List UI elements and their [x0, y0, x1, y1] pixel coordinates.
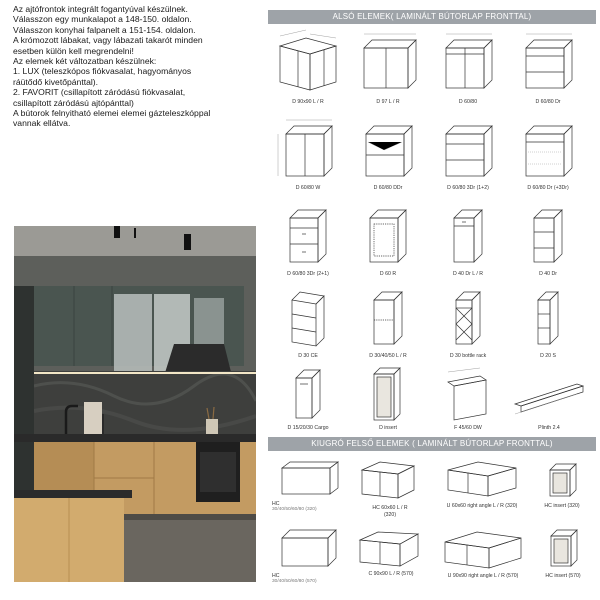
product-label: D 60/80 — [458, 99, 478, 105]
product-label: D insert — [379, 425, 397, 431]
product-upper-item — [436, 456, 528, 509]
product-label: HC insert (320) — [544, 503, 580, 509]
product-label: D 60/80 Dr — [535, 99, 561, 105]
cabinet-drawing — [354, 456, 426, 504]
product-lower-item — [432, 284, 504, 359]
cabinet-drawing — [434, 112, 502, 184]
cabinet-drawing — [354, 26, 422, 98]
product-sublabel: 30/40/50/60/80 (320) — [272, 507, 317, 512]
product-lower-item — [512, 26, 584, 105]
intro-line: Az ajtófrontok integrált fogantyúval készülnek. — [13, 4, 188, 14]
product-lower-item — [272, 26, 344, 105]
intro-line: 2. FAVORIT (csillapított záródású fiókvasalat, — [13, 87, 186, 98]
cabinet-drawing — [514, 112, 582, 184]
product-upper-item — [270, 456, 348, 512]
product-lower-item — [272, 364, 344, 431]
cabinet-drawing — [354, 526, 428, 570]
product-sublabel: (320) — [383, 512, 397, 518]
cabinet-drawing — [274, 364, 342, 424]
product-upper-item — [270, 524, 348, 584]
cabinet-drawing — [354, 364, 422, 424]
intro-line: esetben külön kell megrendelni! — [13, 45, 134, 56]
product-sublabel: 30/40/50/60/80 (570) — [272, 579, 317, 584]
cabinet-drawing — [541, 524, 585, 572]
intro-line: vannak ellátva. — [13, 118, 71, 129]
product-lower-item — [432, 26, 504, 105]
cabinet-drawing — [438, 456, 526, 502]
product-label: U 90x90 right angle L / R (570) — [447, 573, 519, 579]
cabinet-drawing — [274, 26, 342, 98]
product-upper-item — [532, 524, 594, 579]
product-lower-item — [512, 112, 584, 191]
intro-line: ráütődő kivetőpánttal). — [13, 76, 99, 87]
intro-line: Az elemek két változatban készülnek: — [13, 56, 157, 67]
cabinet-drawing — [514, 284, 582, 352]
product-label: D 60 R — [379, 271, 397, 277]
product-lower-item — [272, 200, 344, 277]
product-label: D 60/80 Dr (+3Dr) — [527, 185, 569, 191]
product-label: Plinth 2.4 — [538, 425, 560, 431]
cabinet-drawing — [274, 112, 342, 184]
product-upper-item — [352, 456, 428, 518]
product-lower-item — [352, 200, 424, 277]
product-label: D 30/40/50 L / R — [369, 353, 407, 359]
product-label: D 60/80 W — [295, 185, 321, 191]
product-upper-item — [532, 458, 592, 509]
cabinet-drawing — [514, 200, 582, 270]
product-label: HC 60x60 L / R — [372, 505, 408, 511]
product-label: D 60/80 3Dr (2+1) — [287, 271, 329, 277]
product-label: D 40 Dr — [539, 271, 557, 277]
product-lower-item — [432, 112, 504, 191]
cabinet-drawing — [274, 200, 342, 270]
product-lower-item — [432, 364, 504, 431]
cabinet-drawing — [272, 456, 346, 500]
cabinet-drawing — [434, 26, 502, 98]
intro-line: A bútorok felnyitható elemei elemei gázteleszkóppal — [13, 108, 211, 119]
product-lower-item — [432, 200, 504, 277]
intro-line: A krómozott lábakat, vagy lábazati takarót minden — [13, 35, 203, 46]
product-label: D 30 CE — [298, 353, 318, 359]
product-upper-item — [434, 524, 532, 579]
product-label: D 40 Dr L / R — [452, 271, 484, 277]
product-label: HC — [272, 573, 280, 579]
product-lower-item — [352, 284, 424, 359]
intro-line: Válasszon konyhai falpanelt a 151-154. oldalon. — [13, 24, 196, 35]
product-upper-item — [352, 526, 430, 577]
product-label: D 20 S — [540, 353, 556, 359]
product-label: C 90x90 L / R (570) — [368, 571, 414, 577]
product-lower-item — [508, 370, 590, 431]
product-label: D 90x90 L / R — [292, 99, 324, 105]
product-label: D 15/20/30 Cargo — [287, 425, 329, 431]
product-lower-item — [352, 112, 424, 191]
product-lower-item — [352, 364, 424, 431]
product-label: HC insert (570) — [545, 573, 581, 579]
cabinet-drawing — [437, 524, 529, 572]
cabinet-drawing — [514, 26, 582, 98]
intro-line: csillapított záródású ajtópánttal) — [13, 97, 134, 108]
cabinet-drawing — [540, 458, 584, 502]
product-label: D 60/80 3Dr (1+2) — [447, 185, 489, 191]
cabinet-drawing — [274, 284, 342, 352]
cabinet-drawing — [272, 524, 346, 572]
product-lower-item — [512, 284, 584, 359]
intro-line: Válasszon egy munkalapot a 148-150. oldalon. — [13, 14, 192, 25]
product-label: U 60x60 right angle L / R (320) — [446, 503, 518, 509]
cabinet-drawing — [354, 112, 422, 184]
intro-text — [13, 4, 275, 129]
product-lower-item — [272, 284, 344, 359]
product-label: D 30 bottle rack — [449, 353, 487, 359]
product-label: HC — [272, 501, 280, 507]
kitchen-photo — [14, 226, 256, 582]
cabinet-drawing — [354, 284, 422, 352]
section-header-upper: KIUGRÓ FELSŐ ELEMEK ( LAMINÁLT BÚTORLAP FRONTTAL) — [268, 437, 596, 451]
section-header-lower: ALSÓ ELEMEK( LAMINÁLT BÚTORLAP FRONTTAL) — [268, 10, 596, 24]
cabinet-drawing — [434, 200, 502, 270]
cabinet-drawing — [434, 284, 502, 352]
intro-line: 1. LUX (teleszkópos fiókvasalat, hagyományos — [13, 66, 192, 77]
product-lower-item — [352, 26, 424, 105]
cabinet-drawing — [434, 364, 502, 424]
product-label: F 45/60 DW — [454, 425, 482, 431]
product-lower-item — [272, 112, 344, 191]
plinth-drawing — [509, 370, 589, 424]
product-lower-item — [512, 200, 584, 277]
product-label: D 60/80 DDr — [373, 185, 403, 191]
cabinet-drawing — [354, 200, 422, 270]
product-label: D 97 L / R — [376, 99, 400, 105]
